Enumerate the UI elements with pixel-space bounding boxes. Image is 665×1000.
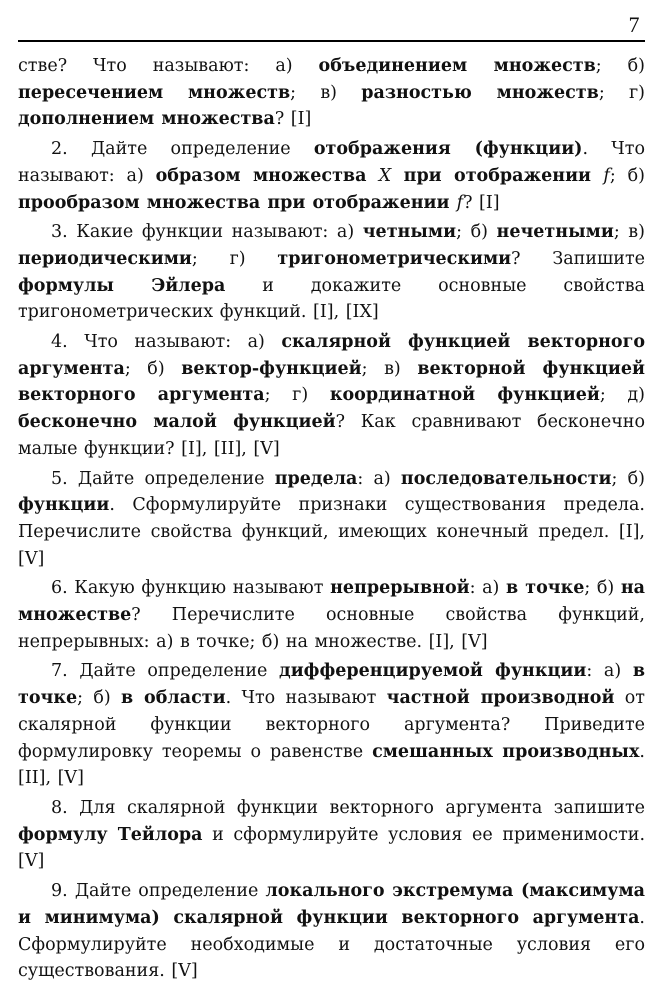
question-4: 4. Что называют: а) скалярной функцией векторного аргумента; б) вектор-функцией; в) векторной функцией векторного аргумента; г) координатной функцией; д) бесконечно малой функцией? Как сравнивают бесконечно малые функции? [I], [II], [V] [18,332,645,459]
question-6: 6. Какую функцию называют непрерывной: а) в точке; б) на множестве? Перечислите основные свойства функций, непрерывных: а) в точке; б) на множестве. [I], [V] [18,578,645,652]
header-rule [18,40,645,42]
question-5: 5. Дайте определение предела: а) последовательности; б) функции. Сформулируйте признаки существования предела. Перечислите свойства функций, имеющих конечный предел. [I], [V] [18,468,645,569]
question-2: 2. Дайте определение отображения (функции). Что называют: а) образом множества X при отображении f; б) прообразом множества при отображении f? [I] [18,139,646,213]
question-9: 9. Дайте определение локального экстремума (максимума и минимума) скалярной функции векторного аргумента. Сформулируйте необходимые и достаточные условия его существования. [V] [18,881,645,982]
question-7: 7. Дайте определение дифференцируемой функции: а) в точке; б) в области. Что называют частной производной от скалярной функции векторного аргумента? Приведите формулировку теоремы о равенстве смешанных производных. [II], [V] [18,661,645,789]
question-1-continuation: стве? Что называют: а) объединением множеств; б) пересечением множеств; в) разностью множеств; г) дополнением множества? [I] [18,56,646,130]
page-number: 7 [628,12,640,37]
question-3: 3. Какие функции называют: а) четными; б) нечетными; в) периодическими; г) тригонометрическими? Запишите формулы Эйлера и докажите основные свойства тригонометрических функций. [I], [IX] [18,222,645,323]
question-8: 8. Для скалярной функции векторного аргумента запишите формулу Тейлора и сформулируйте условия ее применимости. [V] [18,797,646,872]
question-list [18,53,645,985]
